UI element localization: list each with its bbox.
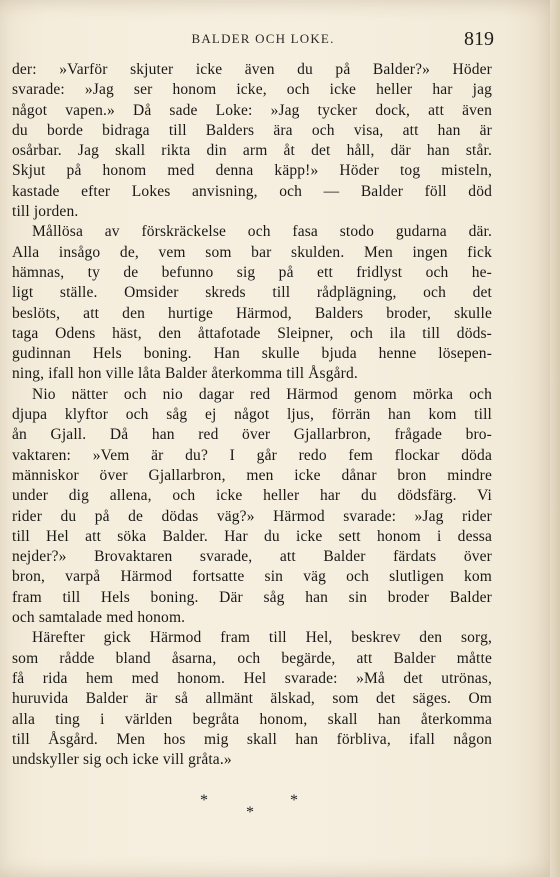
text-line: till Hel att söka Balder. Har du icke sett honom i dessa — [12, 527, 492, 545]
text-line: till jorden. — [12, 203, 79, 221]
text-line: människor över Gjallarbron, men icke dånar bron mindre — [12, 466, 492, 484]
text-line: till Åsgård. Men hos mig skall han förbliva, ifall någon — [12, 730, 492, 748]
text-line: osårbar. Jag skall rikta din arm åt det håll, där han står. — [12, 142, 492, 160]
text-line: bron, varpå Härmod fortsatte sin väg och slutligen kom — [12, 568, 492, 586]
running-title: BALDER OCH LOKE. — [191, 31, 335, 46]
text-line: och samtalade med honom. — [12, 609, 186, 627]
section-break-ornament — [190, 788, 320, 828]
text-line: huruvida Balder är så allmänt älskad, som det säges. Om — [12, 690, 492, 708]
page-edge — [550, 0, 560, 877]
text-line: få rida hem med honom. Hel svarade: »Må det utrönas, — [12, 669, 492, 687]
text-line: Härefter gick Härmod fram till Hel, beskrev den sorg, — [32, 629, 492, 647]
text-line: nejder?» Brovaktaren svarade, att Balder färdats över — [12, 548, 492, 566]
text-line: Nio nätter och nio dagar red Härmod genom mörka och — [32, 385, 492, 403]
text-line: som rådde bland åsarna, och begärde, att Balder måtte — [12, 649, 492, 667]
body-text — [12, 60, 492, 770]
text-line: taga Odens häst, den åttafotade Sleipner, och ila till döds- — [12, 324, 492, 342]
asterism-star: * — [246, 804, 254, 821]
text-line: under dig allena, och icke heller har du dödsfärg. Vi — [12, 487, 492, 505]
text-line: ån Gjall. Då han red över Gjallarbron, frågade bro- — [12, 426, 492, 444]
text-line: alla ting i världen begråta honom, skall han återkomma — [12, 710, 492, 728]
text-line: fram till Hels boning. Där såg han sin broder Balder — [12, 588, 492, 606]
text-line: beslöts, att den hurtige Härmod, Balders broder, skulle — [12, 304, 492, 322]
text-line: der: »Varför skjuter icke även du på Balder?» Höder — [12, 61, 492, 78]
page-header — [32, 26, 494, 52]
text-line: vaktaren: »Vem är du? I går redo fem flockar döda — [12, 446, 492, 464]
text-line: hämnas, ty de befunno sig på ett fridlyst och he- — [12, 263, 492, 281]
asterism-star: * — [290, 792, 298, 809]
text-line: Skjut på honom med denna käpp!» Höder tog misteln, — [12, 162, 492, 180]
text-line: något vapen.» Då sade Loke: »Jag tycker dock, att även — [12, 101, 492, 119]
text-line: ligt ställe. Omsider skreds till rådplägning, och det — [12, 284, 492, 302]
text-line: ning, ifall hon ville låta Balder återkomma till Åsgård. — [12, 365, 358, 383]
text-line: kastade efter Lokes anvisning, och — Balder föll död — [12, 182, 492, 200]
page-number: 819 — [464, 28, 494, 50]
text-line: Mållösa av förskräckelse och fasa stodo gudarna där. — [32, 223, 492, 241]
text-line: undskyller sig och icke vill gråta.» — [12, 751, 232, 769]
text-line: du borde bidraga till Balders ära och visa, att han är — [12, 121, 492, 139]
text-line: svarade: »Jag ser honom icke, och icke heller har jag — [12, 81, 492, 99]
text-line: rider du på de dödas väg?» Härmod svarade: »Jag rider — [12, 507, 492, 525]
text-line: Alla insågo de, vem som bar skulden. Men ingen fick — [12, 243, 492, 261]
text-line: djupa klyftor och såg ej något ljus, förrän han kom till — [12, 406, 492, 424]
text-line: gudinnan Hels boning. Han skulle bjuda henne lösepen- — [12, 345, 492, 363]
asterism-star: * — [200, 792, 208, 809]
